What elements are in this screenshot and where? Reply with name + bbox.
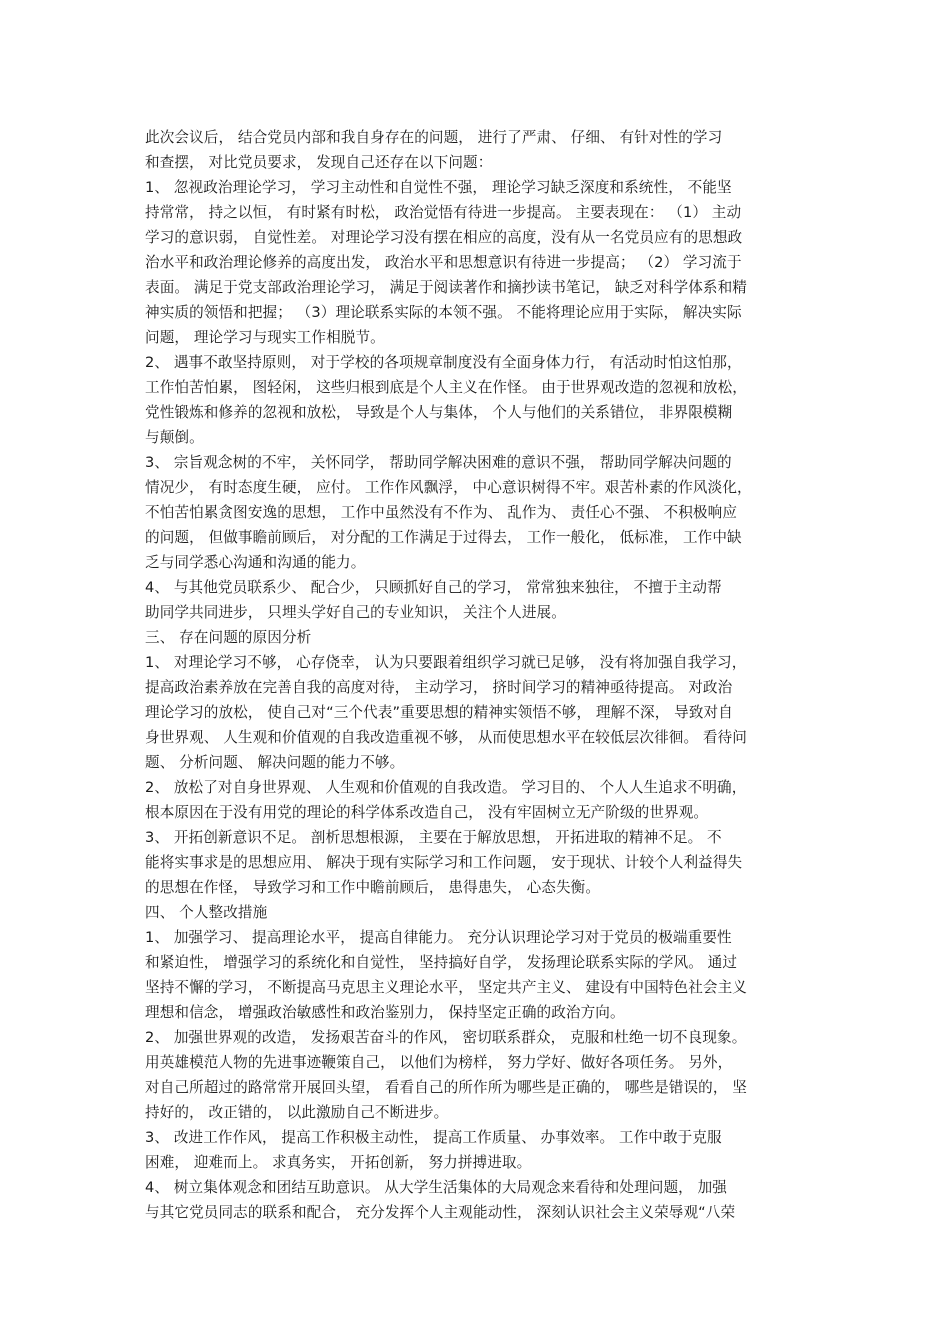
text-line: 对自己所超过的路常常开展回头望， 看看自己的所作所为哪些是正确的， 哪些是错误的， 坚 bbox=[145, 1079, 747, 1096]
text-line: 1、 忽视政治理论学习， 学习主动性和自觉性不强， 理论学习缺乏深度和系统性， 不能坚 bbox=[145, 179, 732, 196]
text-line: 用英雄模范人物的先进事迹鞭策自己， 以他们为榜样， 努力学好、做好各项任务。 另外， bbox=[145, 1054, 733, 1071]
text-line: 4、 树立集体观念和团结互助意识。 从大学生活集体的大局观念来看待和处理问题， 加强 bbox=[145, 1179, 727, 1196]
text-line: 此次会议后， 结合党员内部和我自身存在的问题， 进行了严肃、 仔细、 有针对性的学习 bbox=[145, 129, 723, 146]
text-line: 情况少， 有时态度生硬， 应付。 工作作风飘浮， 中心意识树得不牢。艰苦朴素的作风淡化， bbox=[145, 479, 752, 496]
text-line: 工作怕苦怕累， 图轻闲， 这些归根到底是个人主义在作怪。 由于世界观改造的忽视和放松， bbox=[145, 379, 747, 396]
text-line: 理想和信念， 增强政治敏感性和政治鉴别力， 保持坚定正确的政治方向。 bbox=[145, 1004, 625, 1021]
text-line: 身世界观、 人生观和价值观的自我改造重视不够， 从而使思想水平在较低层次徘徊。 看待问 bbox=[145, 729, 747, 746]
text-line: 的思想在作怪， 导致学习和工作中瞻前顾后， 患得患失， 心态失衡。 bbox=[145, 879, 601, 896]
text-line: 1、 对理论学习不够， 心存侥幸， 认为只要跟着组织学习就已足够， 没有将加强自我学习， bbox=[145, 654, 747, 671]
text-line: 党性锻炼和修养的忽视和放松， 导致是个人与集体， 个人与他们的关系错位， 非界限模糊 bbox=[145, 404, 733, 421]
text-line: 坚持不懈的学习， 不断提高马克思主义理论水平， 坚定共产主义、 建设有中国特色社会主义 bbox=[145, 979, 747, 996]
text-line: 的问题， 但做事瞻前顾后， 对分配的工作满足于过得去， 工作一般化， 低标准， 工作中缺 bbox=[145, 529, 742, 546]
text-line: 能将实事求是的思想应用、 解决于现有实际学习和工作问题， 安于现状、计较个人利益得失 bbox=[145, 854, 743, 871]
text-line: 1、 加强学习、 提高理论水平， 提高自律能力。 充分认识理论学习对于党员的极端重要性 bbox=[145, 929, 732, 946]
text-line: 持常常， 持之以恒， 有时紧有时松， 政治觉悟有待进一步提高。 主要表现在： （1） 主动 bbox=[145, 204, 742, 221]
text-line: 提高政治素养放在完善自我的高度对待， 主动学习， 挤时间学习的精神亟待提高。 对政治 bbox=[145, 679, 733, 696]
text-line: 2、 放松了对自身世界观、 人生观和价值观的自我改造。 学习目的、 个人人生追求不明确， bbox=[145, 779, 747, 796]
text-line: 不怕苦怕累贪图安逸的思想， 工作中虽然没有不作为、 乱作为、 责任心不强、 不积极响应 bbox=[145, 504, 738, 521]
text-line: 和查摆， 对比党员要求， 发现自己还存在以下问题： bbox=[145, 154, 493, 171]
text-line: 3、 宗旨观念树的不牢， 关怀同学， 帮助同学解决困难的意识不强， 帮助同学解决问题的 bbox=[145, 454, 732, 471]
section-heading: 四、 个人整改措施 bbox=[145, 904, 268, 921]
text-line: 4、 与其他党员联系少、 配合少， 只顾抓好自己的学习， 常常独来独往， 不擅于主动帮 bbox=[145, 579, 722, 596]
text-line: 乏与同学悉心沟通和沟通的能力。 bbox=[145, 554, 366, 571]
text-line: 题、 分析问题、 解决问题的能力不够。 bbox=[145, 754, 405, 771]
text-line: 助同学共同进步， 只埋头学好自己的专业知识， 关注个人进展。 bbox=[145, 604, 566, 621]
text-line: 治水平和政治理论修养的高度出发， 政治水平和思想意识有待进一步提高； （2） 学习流于 bbox=[145, 254, 742, 271]
text-line: 神实质的领悟和把握； （3）理论联系实际的本领不强。 不能将理论应用于实际， 解决实际 bbox=[145, 304, 742, 321]
text-line: 表面。 满足于党支部政治理论学习， 满足于阅读著作和摘抄读书笔记， 缺乏对科学体系和精 bbox=[145, 279, 747, 296]
text-line: 理论学习的放松， 使自己对“三个代表”重要思想的精神实领悟不够， 理解不深， 导致对自 bbox=[145, 704, 733, 721]
text-line: 困难， 迎难而上。 求真务实， 开拓创新， 努力拼搏进取。 bbox=[145, 1154, 532, 1171]
text-line: 持好的， 改正错的， 以此激励自己不断进步。 bbox=[145, 1104, 449, 1121]
text-line: 与其它党员同志的联系和配合， 充分发挥个人主观能动性， 深刻认识社会主义荣辱观“八荣 bbox=[145, 1204, 736, 1221]
text-line: 3、 开拓创新意识不足。 剖析思想根源， 主要在于解放思想， 开拓进取的精神不足。 不 bbox=[145, 829, 722, 846]
text-line: 2、 加强世界观的改造， 发扬艰苦奋斗的作风， 密切联系群众， 克服和杜绝一切不良现象。 bbox=[145, 1029, 747, 1046]
text-line: 3、 改进工作作风， 提高工作积极主动性， 提高工作质量、 办事效率。 工作中敢于克服 bbox=[145, 1129, 722, 1146]
text-line: 和紧迫性， 增强学习的系统化和自觉性， 坚持搞好自学， 发扬理论联系实际的学风。 通过 bbox=[145, 954, 738, 971]
text-line: 根本原因在于没有用党的理论的科学体系改造自己， 没有牢固树立无产阶级的世界观。 bbox=[145, 804, 709, 821]
text-line: 学习的意识弱， 自觉性差。 对理论学习没有摆在相应的高度，没有从一名党员应有的思想政 bbox=[145, 229, 743, 246]
section-heading: 三、 存在问题的原因分析 bbox=[145, 629, 312, 646]
text-line: 与颠倒。 bbox=[145, 429, 204, 446]
text-line: 问题， 理论学习与现实工作相脱节。 bbox=[145, 329, 385, 346]
text-line: 2、 遇事不敢坚持原则， 对于学校的各项规章制度没有全面身体力行， 有活动时怕这怕那， bbox=[145, 354, 742, 371]
